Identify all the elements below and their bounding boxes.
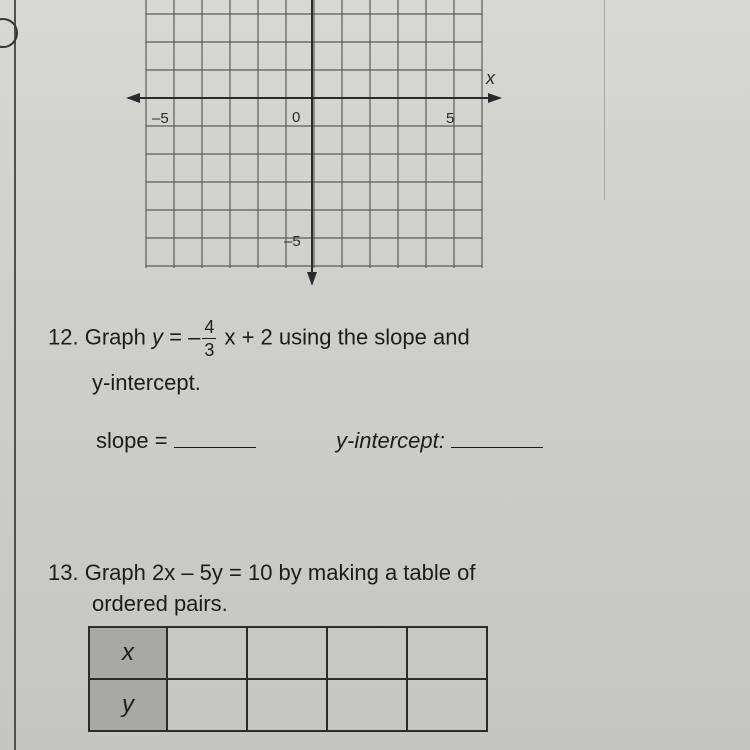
question-13-text: Graph 2x – 5y = 10 by making a table of	[84, 560, 476, 585]
x-axis-arrow-left	[126, 93, 140, 103]
table-row-y	[89, 679, 487, 731]
y-intercept-label: y-intercept:	[336, 428, 445, 453]
question-12-equals: = –	[169, 324, 201, 350]
x-axis-arrow-right	[488, 93, 502, 103]
cell-x-3[interactable]	[327, 627, 407, 679]
coordinate-grid	[0, 0, 750, 300]
tick-label-y-neg5: –5	[284, 233, 301, 250]
y-intercept-answer-row	[336, 430, 543, 452]
tick-label-x-neg5: –5	[152, 110, 169, 127]
question-13-number: 13.	[48, 560, 79, 585]
cell-x-1[interactable]	[167, 627, 247, 679]
grid-lines	[146, 0, 482, 268]
cell-y-3[interactable]	[327, 679, 407, 731]
row-label-x: x	[89, 627, 167, 679]
ordered-pairs-table	[88, 626, 488, 732]
question-12-rest: x + 2 using the slope and	[224, 324, 470, 350]
table-row-x	[89, 627, 487, 679]
cell-x-4[interactable]	[407, 627, 487, 679]
question-12-graph-word: Graph	[84, 324, 146, 350]
slope-answer-row	[96, 430, 256, 452]
question-13-line1	[48, 562, 475, 584]
question-12-number: 12.	[48, 324, 79, 350]
tick-label-origin: 0	[292, 109, 301, 126]
question-12-line1	[48, 318, 470, 359]
question-12-y-var: y	[152, 324, 163, 350]
cell-y-4[interactable]	[407, 679, 487, 731]
row-label-y: y	[89, 679, 167, 731]
question-12-fraction	[202, 318, 216, 359]
fraction-denominator: 3	[204, 340, 215, 360]
tick-label-x-5: 5	[446, 110, 455, 127]
fraction-numerator: 4	[204, 317, 215, 337]
x-axis-label: x	[486, 68, 495, 88]
cell-x-2[interactable]	[247, 627, 327, 679]
y-axis-arrow-down	[307, 272, 317, 286]
cell-y-2[interactable]	[247, 679, 327, 731]
question-13-line2: ordered pairs.	[92, 591, 228, 616]
slope-blank[interactable]	[174, 447, 256, 448]
y-intercept-blank[interactable]	[451, 447, 543, 448]
slope-label: slope =	[96, 428, 168, 453]
cell-y-1[interactable]	[167, 679, 247, 731]
question-12-line2: y-intercept.	[92, 370, 201, 395]
